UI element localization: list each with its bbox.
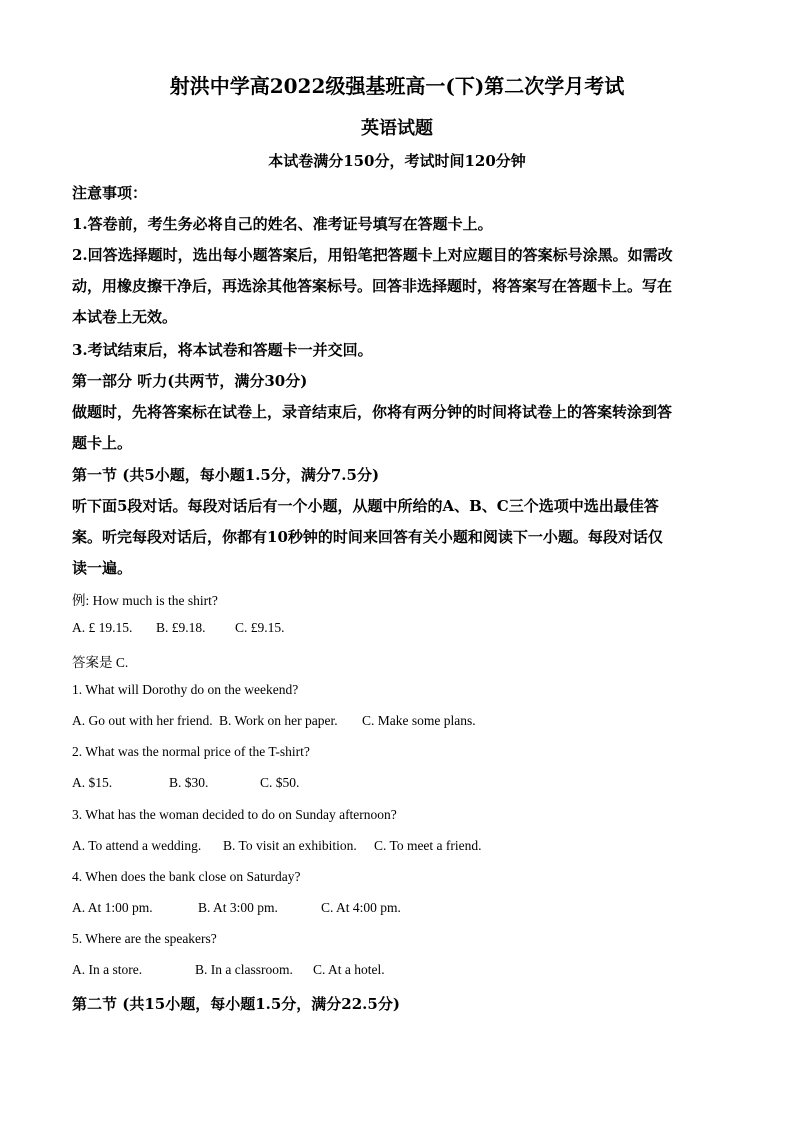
question-1-options <box>72 713 476 729</box>
notice-item-2-line-1: 2.回答选择题时，选出每小题答案后，用铅笔把答题卡上对应题目的答案标号涂黑。如需改 <box>72 246 673 264</box>
section1-instruction-line-2: 案。听完每段对话后，你都有10秒钟的时间来回答有关小题和阅读下一小题。每段对话仅 <box>72 528 663 546</box>
example-option-b: B. £9.18. <box>156 620 206 635</box>
question-3-stem: 3. What has the woman decided to do on Sunday afternoon? <box>72 807 397 822</box>
example-question: 例: How much is the shirt? <box>72 593 218 608</box>
exam-subtitle: 英语试题 <box>361 118 433 139</box>
question-2-stem: 2. What was the normal price of the T-shirt? <box>72 744 310 759</box>
notice-heading: 注意事项： <box>72 184 148 202</box>
question-3-option-b: B. To visit an exhibition. <box>223 838 357 853</box>
part1-instruction-line-1: 做题时，先将答案标在试卷上，录音结束后，你将有两分钟的时间将试卷上的答案转涂到答 <box>72 403 673 421</box>
question-5-option-b: B. In a classroom. <box>195 962 293 977</box>
section2-heading: 第二节 (共15小题，每小题1.5分，满分22.5分) <box>72 995 400 1013</box>
question-1-option-a: A. Go out with her friend. <box>72 713 213 728</box>
question-4-options <box>72 900 401 916</box>
example-option-a: A. £ 19.15. <box>72 620 133 635</box>
question-2-options <box>72 775 299 791</box>
question-5-stem: 5. Where are the speakers? <box>72 931 217 946</box>
question-1-option-b: B. Work on her paper. <box>219 713 338 728</box>
question-2-option-b: B. $30. <box>169 775 209 790</box>
notice-item-2-line-3: 本试卷上无效。 <box>72 308 178 326</box>
exam-title: 射洪中学高2022级强基班高一(下)第二次学月考试 <box>169 74 625 98</box>
notice-item-2-line-2: 动，用橡皮擦干净后，再选涂其他答案标号。回答非选择题时，将答案写在答题卡上。写在 <box>72 277 673 295</box>
question-2-option-c: C. $50. <box>260 775 300 790</box>
question-5-option-a: A. In a store. <box>72 962 143 977</box>
notice-item-3: 3.考试结束后，将本试卷和答题卡一并交回。 <box>72 341 373 359</box>
question-4-option-c: C. At 4:00 pm. <box>321 900 401 915</box>
question-3-option-a: A. To attend a wedding. <box>72 838 202 853</box>
section1-instruction-line-3: 读一遍。 <box>72 559 133 577</box>
question-2-option-a: A. $15. <box>72 775 113 790</box>
exam-meta: 本试卷满分150分，考试时间120分钟 <box>268 152 526 170</box>
example-options <box>72 620 285 636</box>
section1-instruction-line-1: 听下面5段对话。每段对话后有一个小题，从题中所给的A、B、C三个选项中选出最佳答 <box>72 497 659 515</box>
example-option-c: C. £9.15. <box>235 620 285 635</box>
question-4-option-a: A. At 1:00 pm. <box>72 900 153 915</box>
question-1-stem: 1. What will Dorothy do on the weekend? <box>72 682 299 697</box>
question-5-options <box>72 962 385 978</box>
part1-instruction-line-2: 题卡上。 <box>72 434 133 452</box>
question-1-option-c: C. Make some plans. <box>362 713 476 728</box>
question-3-option-c: C. To meet a friend. <box>374 838 482 853</box>
part1-heading: 第一部分 听力(共两节，满分30分) <box>72 372 308 390</box>
question-4-stem: 4. When does the bank close on Saturday? <box>72 869 301 884</box>
example-answer: 答案是 C. <box>72 655 129 670</box>
notice-item-1: 1.答卷前，考生务必将自己的姓名、准考证号填写在答题卡上。 <box>72 215 493 233</box>
question-4-option-b: B. At 3:00 pm. <box>198 900 278 915</box>
section1-heading: 第一节 (共5小题，每小题1.5分，满分7.5分) <box>72 466 380 484</box>
question-5-option-c: C. At a hotel. <box>313 962 385 977</box>
question-3-options <box>72 838 482 854</box>
